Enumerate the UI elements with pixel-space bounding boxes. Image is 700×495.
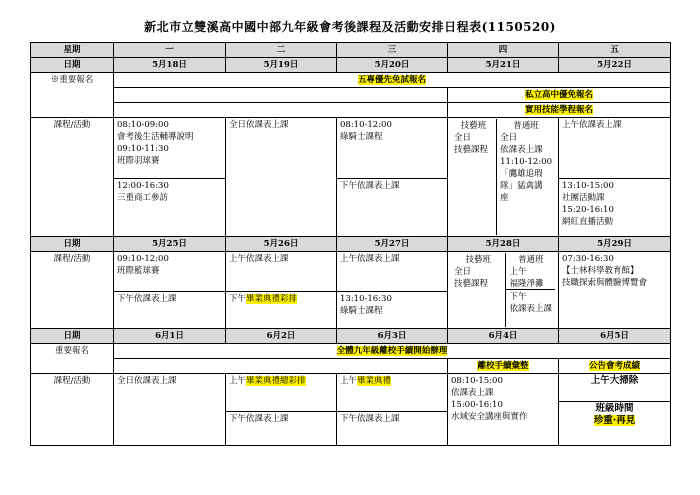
cell-text: 下午	[229, 293, 247, 304]
date-cell: 5月18日	[114, 58, 226, 73]
cell-line: 會考後生活輔導說明	[117, 132, 194, 142]
cell-text: 上午	[229, 376, 247, 386]
wed-morning-cell	[337, 252, 448, 292]
weekday-tue: 二	[226, 43, 337, 58]
empty-cell	[114, 359, 448, 374]
signup-row	[31, 73, 671, 88]
signup-banner	[448, 88, 671, 103]
thu-regular-afternoon	[506, 290, 555, 316]
cell-line: 07:30-16:30	[562, 254, 614, 264]
cell-line: 班際籃球賽	[117, 266, 160, 276]
date-cell: 6月2日	[226, 329, 337, 344]
date-cell: 6月4日	[448, 329, 559, 344]
cell-line: 社團活動課	[562, 192, 605, 203]
date-cell: 5月28日	[448, 237, 559, 252]
cell-line: 依課表上課	[509, 304, 552, 314]
signup-label: ※重要報名	[31, 73, 114, 118]
cell-line: 技藝課程	[454, 279, 489, 289]
signup-text: 五專優先免試報名	[357, 75, 426, 85]
wed-afternoon-cell	[337, 291, 448, 328]
cell-line: 依課表上課	[500, 145, 543, 155]
signup-text: 私立高中優免報名	[524, 90, 593, 100]
thu-cell	[448, 374, 559, 446]
tue-morning-cell	[226, 374, 337, 412]
cell-line	[340, 375, 444, 387]
highlight-text: 畢業典禮彩排	[246, 293, 298, 304]
cell-line: 08:10-09:00	[117, 120, 169, 130]
cell-line: 09:10-11:30	[117, 144, 169, 154]
cell-line: 全日	[500, 133, 518, 143]
date-cell: 5月19日	[226, 58, 337, 73]
signup-text: 公告會考成績	[588, 361, 640, 371]
page-title: 新北市立雙溪高中國中部九年級會考後課程及活動安排日程表(1150520)	[144, 20, 556, 34]
cell-line: 13:10-15:00	[562, 180, 614, 191]
cell-line: 全日	[454, 133, 472, 143]
course-label: 課程/活動	[31, 252, 114, 329]
cell-line: 上午	[509, 267, 527, 277]
signup-text: 實用技能學程報名	[524, 105, 593, 115]
fri-class-cell	[559, 402, 671, 446]
cell-line: 上午依課表上課	[562, 120, 622, 130]
cell-line	[229, 293, 333, 305]
cell-line: 網紅直播活動	[562, 216, 614, 227]
course-label: 課程/活動	[31, 118, 114, 237]
date-cell: 6月1日	[114, 329, 226, 344]
thu-cell	[448, 252, 559, 329]
date-cell: 5月21日	[448, 58, 559, 73]
signup-label: 重要報名	[31, 344, 114, 374]
cell-line: 普通班	[517, 255, 544, 265]
signup-banner	[448, 103, 671, 118]
wed-afternoon-cell	[337, 178, 448, 237]
wed-morning-cell	[337, 118, 448, 179]
weekday-thu: 四	[448, 43, 559, 58]
cell-line: 下午依課表上課	[340, 414, 400, 424]
highlight-text: 珍重·再見	[593, 415, 636, 426]
cell-line: 【士林科學教育館】	[562, 266, 639, 276]
date-label: 日期	[31, 329, 114, 344]
highlight-text: 畢業典禮總彩排	[246, 376, 306, 386]
fri-cell	[559, 252, 671, 329]
cell-line: 綠騎士課程	[340, 305, 383, 316]
cell-line: 15:00-16:10	[451, 400, 503, 410]
thu-vocational-col	[451, 119, 496, 235]
cell-line: 12:00-16:30	[117, 180, 169, 191]
empty-cell	[114, 88, 448, 103]
cell-line: 下午依課表上課	[340, 180, 400, 191]
cell-line: 08:10-12:00	[340, 120, 392, 130]
course-row-week1-b	[31, 178, 671, 237]
weekday-label: 星期	[31, 43, 114, 58]
signup-text: 離校手續彙整	[477, 361, 529, 371]
weekday-mon: 一	[114, 43, 226, 58]
cell-line: 技藝班	[465, 255, 491, 265]
cell-line: 上午依課表上課	[229, 254, 289, 264]
thu-vocational-col	[451, 253, 505, 327]
cell-line: 全日	[454, 267, 472, 277]
mon-morning-cell	[114, 252, 226, 292]
cell-line: 上午依課表上課	[340, 254, 400, 264]
cell-line: 綠騎士課程	[340, 132, 383, 142]
date-label: 日期	[31, 58, 114, 73]
date-cell: 5月29日	[559, 237, 671, 252]
cell-line: 11:10-12:00	[500, 157, 552, 167]
mon-afternoon-cell	[114, 178, 226, 237]
date-row-week2	[31, 237, 671, 252]
cell-line: 09:10-12:00	[117, 254, 169, 264]
mon-morning-cell	[114, 118, 226, 179]
date-cell: 5月20日	[337, 58, 448, 73]
thu-regular-col	[496, 119, 555, 235]
signup-row	[31, 359, 671, 374]
cell-line: 技藝課程	[454, 145, 489, 155]
cell-line: 隊」猛禽講	[500, 181, 543, 191]
fri-morning-cell	[559, 118, 671, 179]
cell-line: 技藝班	[460, 121, 487, 131]
date-cell: 6月3日	[337, 329, 448, 344]
cell-line: 15:20-16:10	[562, 204, 614, 215]
tue-cell	[226, 118, 337, 237]
cell-line: 13:10-16:30	[340, 293, 392, 304]
cell-line: 下午依課表上課	[229, 414, 289, 424]
tue-morning-cell	[226, 252, 337, 292]
cell-line: 三重商工參訪	[117, 192, 169, 203]
cell-line: 普通班	[513, 121, 539, 131]
weekday-wed: 三	[337, 43, 448, 58]
date-label: 日期	[31, 237, 114, 252]
date-cell: 5月27日	[337, 237, 448, 252]
highlight-text: 畢業典禮	[357, 376, 392, 386]
course-row-week3-a	[31, 374, 671, 402]
cell-line: 全日依課表上課	[229, 120, 289, 130]
date-cell: 5月22日	[559, 58, 671, 73]
cell-line: 班際羽球賽	[117, 156, 160, 166]
cell-line: 08:10-15:00	[451, 376, 503, 386]
signup-text: 全體九年級離校手續開始辦理	[336, 346, 448, 356]
course-label: 課程/活動	[31, 374, 114, 446]
cell-line	[562, 415, 667, 427]
signup-banner	[448, 359, 559, 374]
tue-afternoon-cell	[226, 412, 337, 446]
wed-morning-cell	[337, 374, 448, 412]
date-cell: 5月26日	[226, 237, 337, 252]
thu-regular-col	[505, 253, 555, 327]
signup-banner	[114, 344, 671, 359]
fri-afternoon-cell	[559, 178, 671, 237]
cell-line: 水域安全講座與實作	[451, 412, 528, 422]
weekday-fri: 五	[559, 43, 671, 58]
signup-banner	[114, 73, 671, 88]
cell-line: 福隆淨灘	[509, 279, 544, 289]
cell-line: 「鷹雄追瑕	[500, 169, 543, 179]
signup-banner	[559, 359, 671, 374]
tue-afternoon-cell	[226, 291, 337, 328]
cell-line: 技職探索與體驗博覽會	[562, 278, 648, 288]
cell-line	[229, 375, 333, 387]
weekday-header-row	[31, 43, 671, 58]
fri-cleanup-cell	[559, 374, 671, 402]
date-row-week1	[31, 58, 671, 73]
empty-cell	[114, 103, 448, 118]
cell-line: 全日依課表上課	[117, 376, 177, 386]
mon-cell	[114, 374, 226, 446]
cell-line: 下午	[509, 292, 527, 302]
cell-text: 班級時間	[595, 403, 634, 414]
course-row-week1-a	[31, 118, 671, 179]
schedule-table	[30, 42, 671, 446]
cell-text: 上午大掃除	[590, 375, 639, 386]
wed-afternoon-cell	[337, 412, 448, 446]
cell-line: 依課表上課	[451, 388, 494, 398]
date-row-week3	[31, 329, 671, 344]
date-cell: 5月25日	[114, 237, 226, 252]
signup-row	[31, 88, 671, 103]
thu-regular-morning	[506, 253, 555, 290]
signup-row	[31, 103, 671, 118]
cell-text: 上午	[340, 376, 358, 386]
cell-line: 下午依課表上課	[117, 293, 177, 304]
thu-cell	[448, 118, 559, 237]
mon-afternoon-cell	[114, 291, 226, 328]
date-cell: 6月5日	[559, 329, 671, 344]
cell-line: 座	[500, 193, 509, 203]
signup-row	[31, 344, 671, 359]
course-row-week2-a	[31, 252, 671, 292]
